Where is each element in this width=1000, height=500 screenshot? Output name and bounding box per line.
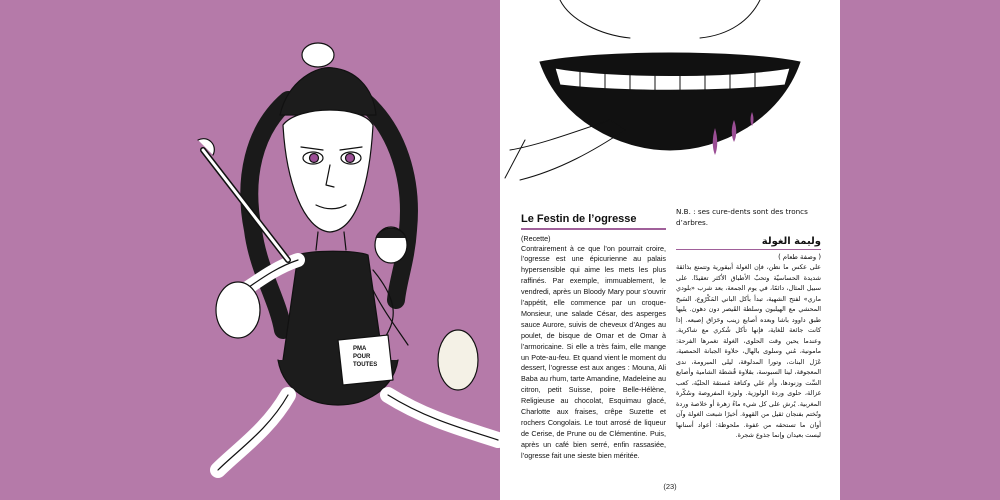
right-background [840,0,1000,500]
left-background [0,0,158,500]
mouth-illustration [500,0,840,190]
french-body: Contrairement à ce que l’on pourrait croire, l’ogresse est une épicurienne au palais hypersensible qui aime les mets les plus raffinés. Par exemple, immuablement, le vendredi, après un Bloody Mary pour s’ouvrir l’appétit, elle commence par un croque-Monsieur, une salade César, des asperges sauce Aurore, suivis de cheveux d’Anges au poulet, de bisque de Omar et de Omar à l’armoricaine. Si elle a très faim, elle mange un Pote-au-feu. Et quand vient le moment du dessert, l’ogresse est aux anges : Mouna, Ali Baba au rhum, tarte Amandine, Madeleine au citron, petit Suisse, poire Belle-Hélène, Religieuse au chocolat, Esquimau glacé, Charlotte aux fraises, crêpe Suzette et rochers Congolais. Le tout arrosé de liqueur de Cerise, de Prune ou de Clémentine. Puis, après un café bien serré, enfin rassasiée, l’ogresse fait une sieste bien méritée. [521,243,666,460]
ogress-illustration [158,0,500,500]
text-page [500,0,840,500]
french-title: Le Festin de l’ogresse [521,213,637,225]
arabic-title: وليمة الغولة [761,235,821,247]
illustration-page [158,0,500,500]
arabic-subtitle: ( وصفة طعام ) [778,253,821,262]
badge-line-1: PMA [353,346,367,352]
badge-line-2: POUR [353,354,371,360]
arabic-body: على عكس ما نظن، فإن الغولة أبيقورية وتتمتع بذائقة شديدة الحساسيّة وتحبّ الأطباق الأكثر تعقيدًا. على سبيل المثال، دائمًا، في يوم الجمعة، بعد شرب «بلودي ماري» لفتح الشهية، تبدأ بأكل الباني المَكْرُوع، السَبخ المحشي مع الهيلبون وسلطة القَيصر دون دهون. يليها طبق داوود باشا وبعده أصابع زينب وحَرَاق إصبعه. إذا كانت جائعة للغاية، فإنها تأكل شُكري مع شاكرية. وعندما يحين وقت الحلوى، الغولة تغمرها الفرحة: مامونية، مُني وسلوى بالهال، حلاوة الجبانة الحمصية، غَزَل البنات، وتورا المدلوقة، ليلى المبرومة، ندى المعجوقة، لينا السبوسة، بقلاوة قُشطة الشامية وأصابع السِّت وزنودها، وأم علي وكنافة مُستقة الحليّة، كعب غزالة، حلوى وردة الولوزية. ولوزة المفروصة وسُكّرة المغربية. يُرش على كل شيء ماءُ زهرة أو خلاصة وردة ونُختم بفنجان ثقيل من القهوة. أخيرًا شبعت الغولة وآن أوان ما تستحقه من غفوة. ملحوظة: أعواد أسنانها ليست بعيدان وإنما جذوع شجرة. [676,263,821,440]
french-column [521,212,666,462]
badge-line-3: TOUTES [353,362,378,368]
french-subtitle: (Recette) [521,233,551,243]
note-text: N.B. : ses cure-dents sont des troncs d’arbres. [676,207,808,227]
page-number: (23) [663,482,677,491]
arabic-title-rule [676,249,821,251]
arabic-column [676,207,821,441]
french-title-rule [521,228,666,230]
